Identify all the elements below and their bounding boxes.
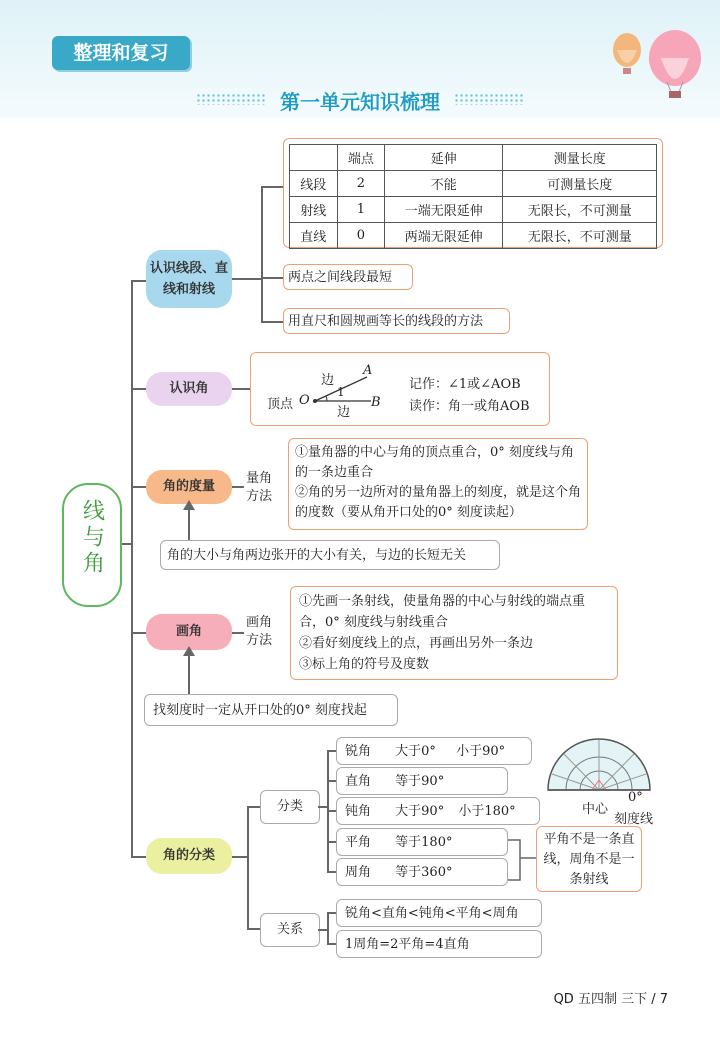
angle-type-name: 周角 <box>345 865 372 880</box>
angle-type-desc: 等于360° <box>395 865 453 880</box>
branch2-node: 认识角 <box>146 372 232 406</box>
right-angle-item <box>336 767 508 795</box>
angle-type-name: 钝角 <box>345 804 372 819</box>
line-comparison-table <box>289 144 657 249</box>
table-cell: 一端无限延伸 <box>385 197 503 223</box>
section-tag: 整理和复习 <box>52 36 190 70</box>
table-cell: 射线 <box>290 197 338 223</box>
angle-notation: 记作：∠1或∠AOB <box>409 377 521 392</box>
branch1-fact2-connector <box>261 321 283 323</box>
branch5-vline <box>247 806 249 930</box>
table-cell: 两端无限延伸 <box>385 223 503 249</box>
measure-step-1: ①量角器的中心与角的顶点重合，0° 刻度线与角的一条边重合 <box>295 445 574 480</box>
scale-reading-note: 找刻度时一定从开口处的0° 刻度找起 <box>144 694 398 726</box>
table-header <box>290 145 338 171</box>
protractor-center-label: 中心 <box>582 802 609 817</box>
angle-type-desc: 大于90° <box>395 804 445 819</box>
angle-number: 1 <box>337 385 345 399</box>
angle-reading: 读作：角一或角AOB <box>409 399 530 414</box>
root-node <box>62 483 122 607</box>
branch5-connector <box>131 856 147 858</box>
angle-point-b: B <box>371 395 381 410</box>
table-cell: 1 <box>337 197 385 223</box>
angle-size-note: 角的大小与角两边张开的大小有关，与边的长短无关 <box>160 540 500 570</box>
table-cell: 0 <box>337 223 385 249</box>
obtuse-angle-item <box>336 797 540 825</box>
angle-diagram <box>251 353 411 423</box>
arrow-up-icon <box>183 500 195 510</box>
angle-type-desc2: 小于180° <box>458 804 516 819</box>
angle-equivalence-relation: 1周角=2平角=4直角 <box>336 930 542 958</box>
table-header: 延伸 <box>385 145 503 171</box>
branch3-hline <box>232 486 244 488</box>
branch1-table-connector <box>261 186 283 188</box>
branch5-node: 角的分类 <box>146 838 232 874</box>
protractor-zero-label: 0° <box>628 790 643 805</box>
straight-angle-note: 平角不是一条直线，周角不是一条射线 <box>536 826 642 892</box>
branch1-vline <box>261 186 263 322</box>
table-cell: 无限长，不可测量 <box>503 197 657 223</box>
branch1-fact1-connector <box>261 277 283 279</box>
angle-order-relation: 锐角<直角<钝角<平角<周角 <box>336 899 542 927</box>
table-cell: 线段 <box>290 171 338 197</box>
trunk-line <box>131 280 133 858</box>
angle-point-a: A <box>363 363 373 378</box>
protractor-zero-line-label: 刻度线 <box>614 812 654 827</box>
classify-label: 分类 <box>260 790 320 824</box>
fact-shortest-segment: 两点之间线段最短 <box>283 264 413 290</box>
angle-type-desc: 大于0° <box>395 744 436 759</box>
angle-point-o: O <box>299 393 310 408</box>
table-cell: 可测量长度 <box>503 171 657 197</box>
relation-label: 关系 <box>260 913 320 947</box>
table-cell: 无限长，不可测量 <box>503 223 657 249</box>
draw-steps-box <box>290 586 618 680</box>
branch4-note-connector <box>188 650 190 694</box>
acute-angle-item <box>336 737 532 765</box>
straight-angle-item <box>336 828 508 856</box>
full-angle-item <box>336 858 508 886</box>
arrow-up-icon <box>183 646 195 656</box>
relation-connector <box>247 928 261 930</box>
root-label: 线与角 <box>79 499 105 577</box>
draw-step-3: ③标上角的符号及度数 <box>299 657 430 672</box>
table-header: 端点 <box>337 145 385 171</box>
measure-step-2: ②角的另一边所对的量角器上的刻度，就是这个角的度数（要从角开口处的0° 刻度读起） <box>295 485 582 520</box>
angle-type-name: 锐角 <box>345 744 372 759</box>
branch4-connector <box>131 632 147 634</box>
draw-step-1: ①先画一条射线，使量角器的中心与射线的端点重合，0° 刻度线与射线重合 <box>299 594 586 630</box>
branch4-hline <box>232 632 244 634</box>
page-footer: QD 五四制 三下 / 7 <box>553 992 668 1007</box>
relation-vline <box>327 912 329 944</box>
angle-type-name: 直角 <box>345 774 372 789</box>
angle-side-bottom: 边 <box>337 405 351 420</box>
table-cell: 不能 <box>385 171 503 197</box>
angle-vertex-label: 顶点 <box>267 397 294 412</box>
branch1-node: 认识线段、直线和射线 <box>146 250 232 308</box>
angle-type-desc2: 小于90° <box>456 744 506 759</box>
branch1-hline <box>232 278 262 280</box>
angle-side-top: 边 <box>321 373 335 388</box>
line-comparison-table-box <box>283 138 663 248</box>
branch5-hline <box>232 856 248 858</box>
branch3-connector <box>131 486 147 488</box>
table-cell: 2 <box>337 171 385 197</box>
branch2-hline <box>232 388 250 390</box>
table-header: 测量长度 <box>503 145 657 171</box>
bracket-connector <box>508 836 538 884</box>
classify-connector <box>247 806 261 808</box>
draw-method-label: 画角方法 <box>246 615 273 648</box>
branch2-connector <box>131 388 147 390</box>
measure-steps-box <box>288 438 588 530</box>
angle-type-desc: 等于90° <box>395 774 445 789</box>
page-title: 第一单元知识梳理 <box>280 90 440 114</box>
angle-type-name: 平角 <box>345 835 372 850</box>
angle-type-desc: 等于180° <box>395 835 453 850</box>
protractor-icon <box>544 734 654 796</box>
fact-equal-segment-method: 用直尺和圆规画等长的线段的方法 <box>283 308 510 334</box>
measure-method-label: 量角方法 <box>246 471 273 504</box>
branch4-node: 画角 <box>146 614 232 650</box>
branch3-node: 角的度量 <box>146 470 232 504</box>
draw-step-2: ②看好刻度线上的点，再画出另外一条边 <box>299 636 534 651</box>
angle-definition-box <box>250 352 550 426</box>
branch1-connector <box>131 280 147 282</box>
table-cell: 直线 <box>290 223 338 249</box>
